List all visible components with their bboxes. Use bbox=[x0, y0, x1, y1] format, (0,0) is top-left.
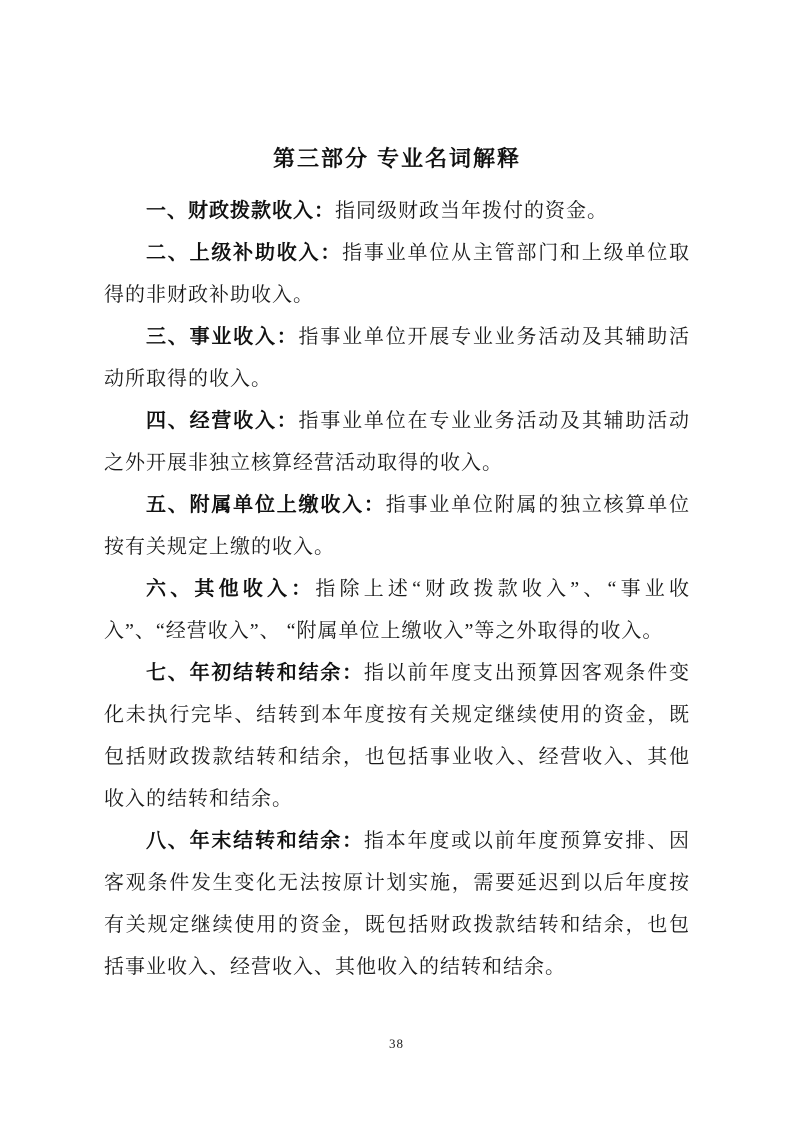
term-definition: 指本年度或以前年度预算安排、因客观条件发生变化无法按原计划实施，需要延迟到以后年度按有关规定继续使用的资金，既包括财政拨款结转和结余，也包括事业收入、经营收入、其他收入的结转和结余。 bbox=[104, 830, 691, 978]
term-label: 七、年初结转和结余： bbox=[146, 662, 364, 684]
term-definition: 指事业单位开展专业业务活动及其辅助活动所取得的收入。 bbox=[104, 326, 691, 390]
definition-paragraph bbox=[104, 484, 690, 568]
term-definition: 指以前年度支出预算因客观条件变化未执行完毕、结转到本年度按有关规定继续使用的资金，既包括财政拨款结转和结余，也包括事业收入、经营收入、其他收入的结转和结余。 bbox=[104, 662, 691, 810]
definition-paragraph bbox=[104, 232, 690, 316]
page-title: 第三部分 专业名词解释 bbox=[272, 146, 522, 171]
term-label: 六、其他收入： bbox=[146, 578, 316, 600]
term-label: 四、经营收入： bbox=[146, 410, 299, 432]
term-label: 三、事业收入： bbox=[146, 326, 299, 348]
term-definition: 指事业单位从主管部门和上级单位取得的非财政补助收入。 bbox=[104, 242, 690, 306]
definition-paragraph bbox=[104, 652, 690, 820]
definition-paragraph bbox=[104, 190, 690, 232]
term-label: 八、年末结转和结余： bbox=[146, 830, 364, 852]
definition-paragraph bbox=[104, 568, 690, 652]
term-label: 一、财政拨款收入： bbox=[146, 200, 335, 222]
term-label: 五、附属单位上缴收入： bbox=[146, 494, 386, 516]
definition-paragraph bbox=[104, 820, 690, 988]
term-definition: 指同级财政当年拨付的资金。 bbox=[335, 200, 608, 222]
definition-paragraph bbox=[104, 316, 690, 400]
term-definition: 指事业单位附属的独立核算单位按有关规定上缴的收入。 bbox=[104, 494, 691, 558]
page-number: 38 bbox=[389, 1036, 404, 1051]
definition-paragraph bbox=[104, 400, 690, 484]
document-body bbox=[104, 146, 690, 988]
term-label: 二、上级补助收入： bbox=[146, 242, 343, 264]
term-definition: 指除上述“财政拨款收入”、“事业收入”、“经营收入”、 “附属单位上缴收入”等之外取得的收入。 bbox=[104, 578, 690, 642]
term-definition: 指事业单位在专业业务活动及其辅助活动之外开展非独立核算经营活动取得的收入。 bbox=[104, 410, 691, 474]
